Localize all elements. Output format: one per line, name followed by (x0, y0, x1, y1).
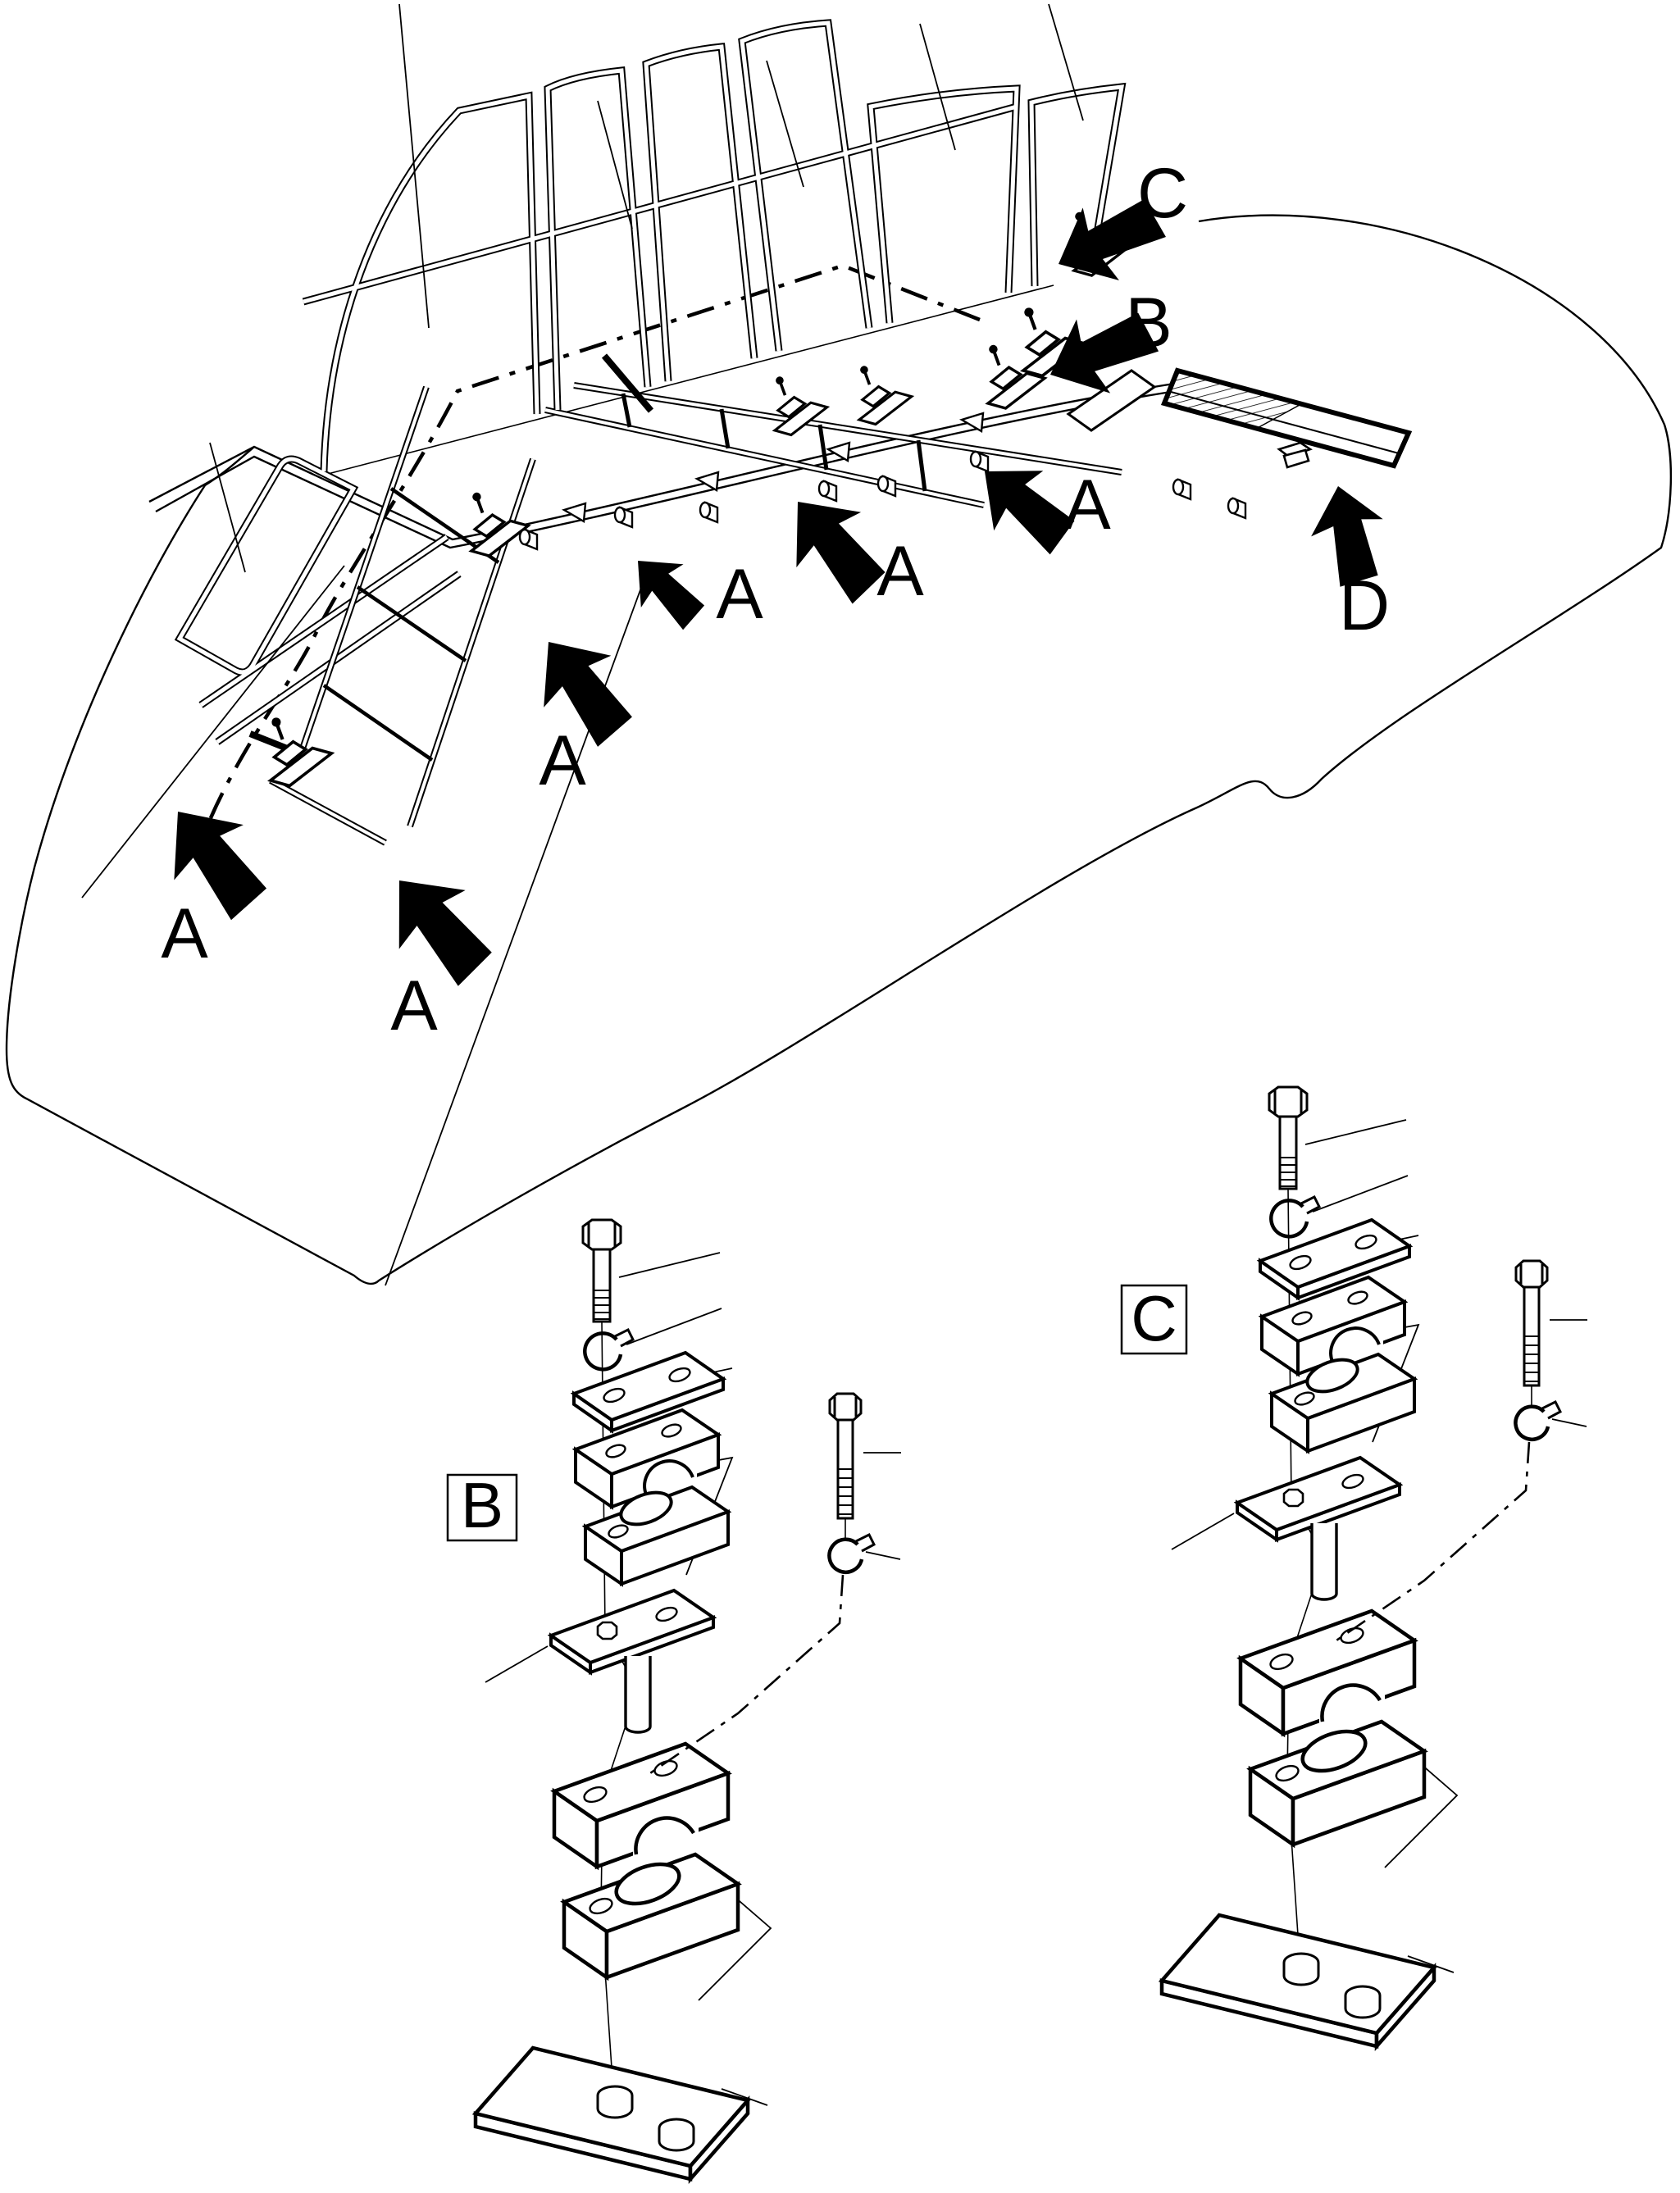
step-grate (1164, 371, 1409, 467)
machine-body-outline (7, 216, 1671, 1285)
detail-view-b (476, 1220, 901, 2179)
detail-label-letter-c: C (1131, 1282, 1177, 1354)
handrail-panel-2 (548, 71, 648, 410)
callout-letter-a-2: A (539, 721, 586, 800)
detail-label-letter-b: B (460, 1469, 504, 1541)
callout-arrow-a-3 (617, 539, 717, 640)
callout-letter-c-7: C (1136, 154, 1189, 233)
callout-letter-a-5: A (1063, 466, 1111, 544)
callout-annotations (143, 154, 1394, 1541)
callout-letter-a-4: A (876, 532, 924, 611)
callout-letter-a-1: A (390, 967, 438, 1045)
handrails (180, 23, 1122, 742)
callout-letter-d-8: D (1338, 566, 1391, 645)
callout-letter-b-6: B (1125, 284, 1172, 362)
callout-letter-a-3: A (716, 555, 763, 634)
callout-letter-a-0: A (161, 894, 208, 973)
detail-view-c (1162, 1087, 1587, 2046)
